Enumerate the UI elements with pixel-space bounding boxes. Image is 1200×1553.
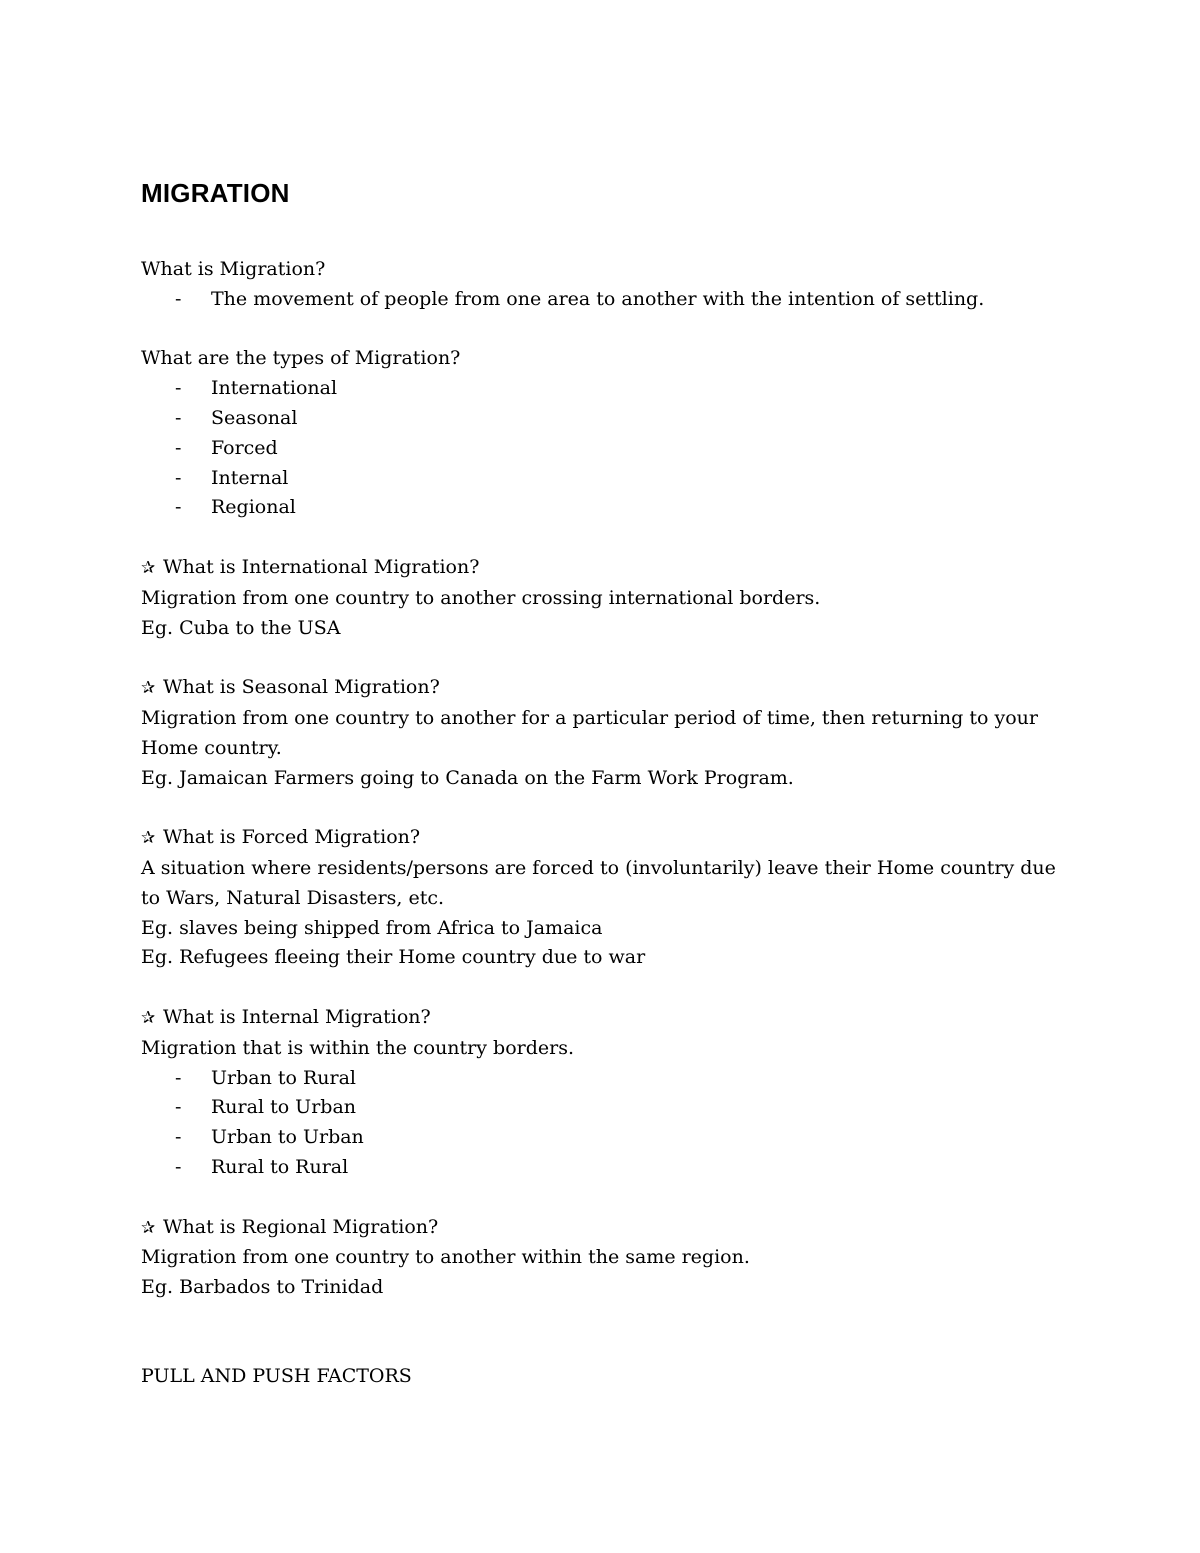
- dash-bullet: -: [175, 1155, 182, 1178]
- list-item-text: Forced: [211, 436, 278, 459]
- list-item-text: Internal: [211, 466, 289, 489]
- section-international-migration: [141, 553, 1061, 643]
- list-item: [141, 493, 1061, 523]
- dash-bullet: -: [175, 496, 182, 519]
- section-what-is-migration: [141, 255, 1061, 315]
- list-item-text: International: [211, 377, 338, 400]
- list-item: [141, 1064, 1061, 1094]
- section-forced-migration: [141, 823, 1061, 973]
- question-types-of-migration: What are the types of Migration?: [141, 347, 461, 370]
- definition-text: Migration from one country to another for a particular period of time, then returning to your Home country.: [141, 706, 1044, 759]
- document-title: MIGRATION: [141, 178, 290, 208]
- question-text: What is Seasonal Migration?: [163, 676, 440, 699]
- question-regional-migration: [141, 1213, 1061, 1244]
- example-text: Eg. Cuba to the USA: [141, 616, 341, 639]
- list-item-text: Seasonal: [211, 406, 298, 429]
- star-icon: ✰: [141, 678, 156, 699]
- question-text: What is Regional Migration?: [163, 1215, 439, 1238]
- list-item: [141, 1153, 1061, 1183]
- list-item: [141, 434, 1061, 464]
- list-item-text: Regional: [211, 496, 296, 519]
- question-text: What is International Migration?: [163, 555, 480, 578]
- list-item-text: The movement of people from one area to another with the intention of settling.: [211, 287, 985, 310]
- list-item-text: Rural to Rural: [211, 1155, 349, 1178]
- list-item: [141, 285, 1061, 315]
- question-text: What is Internal Migration?: [163, 1005, 431, 1028]
- list-item-text: Rural to Urban: [211, 1096, 357, 1119]
- section-internal-migration: [141, 1003, 1061, 1183]
- star-icon: ✰: [141, 557, 156, 578]
- dash-bullet: -: [175, 436, 182, 459]
- star-icon: ✰: [141, 1007, 156, 1028]
- answer-list: [141, 285, 1061, 315]
- dash-bullet: -: [175, 466, 182, 489]
- dash-bullet: -: [175, 1126, 182, 1149]
- definition-text: Migration from one country to another within the same region.: [141, 1246, 750, 1269]
- list-item: [141, 1123, 1061, 1153]
- question-forced-migration: [141, 823, 1061, 854]
- question-text: What is Forced Migration?: [163, 826, 421, 849]
- question-what-is-migration: What is Migration?: [141, 258, 326, 280]
- definition-text: Migration from one country to another crossing international borders.: [141, 586, 821, 609]
- example-text: Eg. Refugees fleeing their Home country due to war: [141, 946, 646, 969]
- list-item: [141, 464, 1061, 494]
- section-regional-migration: [141, 1213, 1061, 1303]
- list-item: [141, 374, 1061, 404]
- types-list: [141, 374, 1061, 523]
- section-types-of-migration: [141, 344, 1061, 523]
- star-icon: ✰: [141, 828, 156, 849]
- star-icon: ✰: [141, 1217, 156, 1238]
- list-item: [141, 1093, 1061, 1123]
- dash-bullet: -: [175, 377, 182, 400]
- document-body: [141, 255, 1061, 1392]
- dash-bullet: -: [175, 287, 182, 310]
- dash-bullet: -: [175, 406, 182, 429]
- list-item-text: Urban to Rural: [211, 1066, 357, 1089]
- question-internal-migration: [141, 1003, 1061, 1034]
- example-text: Eg. Barbados to Trinidad: [141, 1276, 384, 1299]
- list-item: [141, 404, 1061, 434]
- question-seasonal-migration: [141, 673, 1061, 704]
- definition-text: Migration that is within the country borders.: [141, 1036, 575, 1059]
- example-text: Eg. slaves being shipped from Africa to Jamaica: [141, 916, 603, 939]
- internal-types-list: [141, 1064, 1061, 1183]
- dash-bullet: -: [175, 1066, 182, 1089]
- question-international-migration: [141, 553, 1061, 584]
- pull-push-heading: PULL AND PUSH FACTORS: [141, 1365, 412, 1388]
- definition-text: A situation where residents/persons are forced to (involuntarily) leave their Home country due to Wars, Natural Disasters, etc.: [141, 856, 1062, 909]
- dash-bullet: -: [175, 1096, 182, 1119]
- example-text: Eg. Jamaican Farmers going to Canada on the Farm Work Program.: [141, 766, 794, 789]
- section-seasonal-migration: [141, 673, 1061, 793]
- list-item-text: Urban to Urban: [211, 1126, 364, 1149]
